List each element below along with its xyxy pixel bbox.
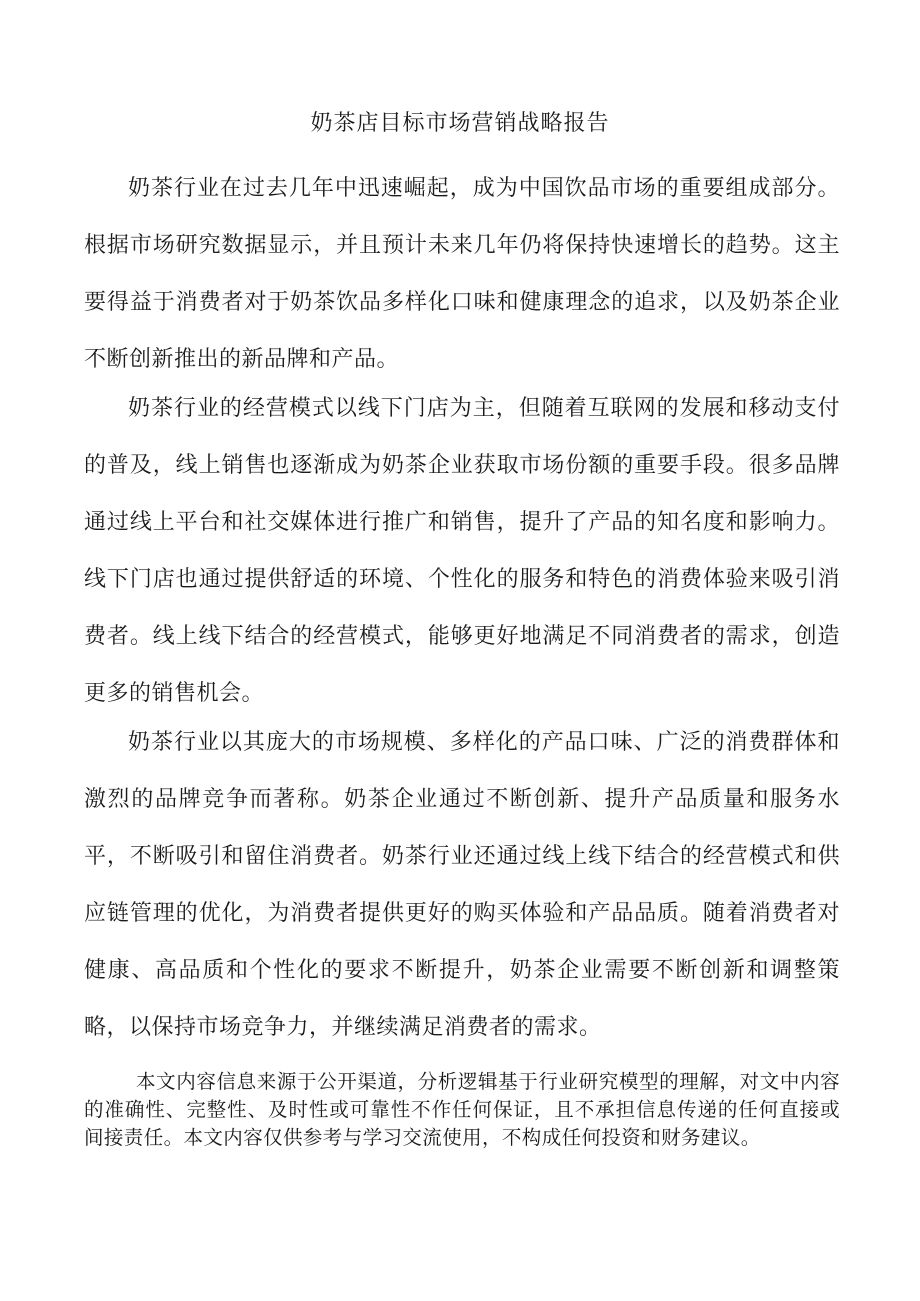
paragraph-business-model: 奶茶行业的经营模式以线下门店为主，但随着互联网的发展和移动支付的普及，线上销售也逐渐成为奶茶企业获取市场份额的重要手段。很多品牌通过线上平台和社交媒体进行推广和销售，提升了产品的知名度和影响力。线下门店也通过提供舒适的环境、个性化的服务和特色的消费体验来吸引消费者。线上线下结合的经营模式，能够更好地满足不同消费者的需求，创造更多的销售机会。 (84, 396, 840, 706)
paragraph-market-characteristics: 奶茶行业以其庞大的市场规模、多样化的产品口味、广泛的消费群体和激烈的品牌竞争而著称。奶茶企业通过不断创新、提升产品质量和服务水平，不断吸引和留住消费者。奶茶行业还通过线上线下结合的经营模式和供应链管理的优化，为消费者提供更好的购买体验和产品品质。随着消费者对健康、高品质和个性化的要求不断提升，奶茶企业需要不断创新和调整策略，以保持市场竞争力，并继续满足消费者的需求。 (84, 730, 840, 1040)
disclaimer-text: 本文内容信息来源于公开渠道，分析逻辑基于行业研究模型的理解，对文中内容的准确性、完整性、及时性或可靠性不作任何保证，且不承担信息传递的任何直接或间接责任。本文内容仅供参考与学习交流使用，不构成任何投资和财务建议。 (84, 1070, 840, 1149)
document-title: 奶茶店目标市场营销战略报告 (310, 111, 610, 136)
paragraph-industry-growth: 奶茶行业在过去几年中迅速崛起，成为中国饮品市场的重要组成部分。根据市场研究数据显示，并且预计未来几年仍将保持快速增长的趋势。这主要得益于消费者对于奶茶饮品多样化口味和健康理念的追求，以及奶茶企业不断创新推出的新品牌和产品。 (84, 176, 840, 372)
